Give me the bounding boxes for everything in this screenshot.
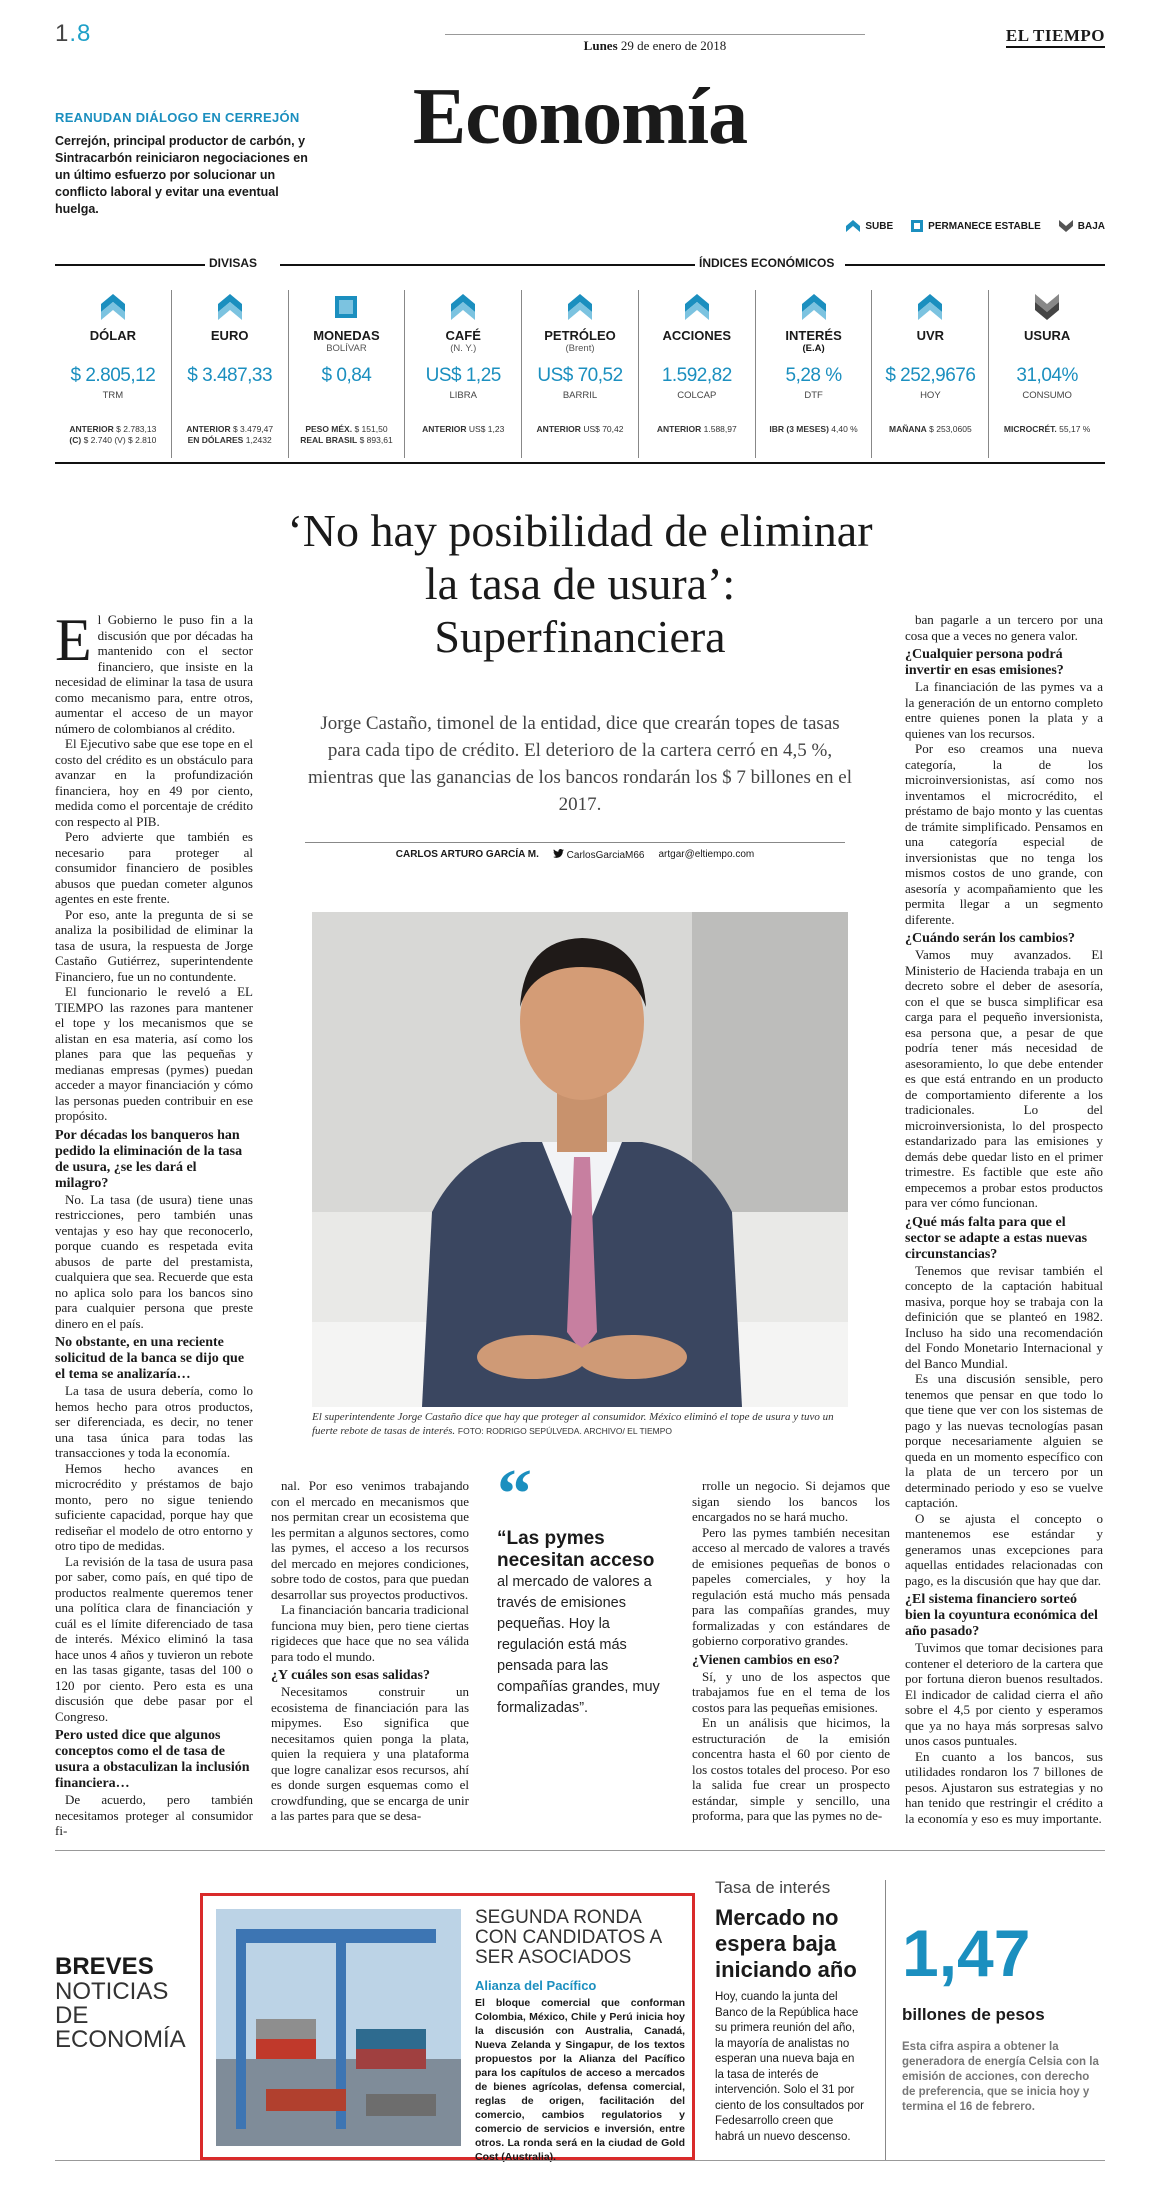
body-paragraph: Por eso creamos una nueva categoría, la de los microinversionistas, así como nos inventamos el microcrédito, el préstamo de bajo monto y las cuentas de trámite simplificado. Pensamos en una categoría especial de inversionistas que no tenga los mismos costos de uno grande, con asesoría y acompañamiento que les permita llegar a un segmento diferente. xyxy=(905,741,1103,927)
byline xyxy=(305,842,845,861)
pull-quote-lead: “Las pymes necesitan acceso xyxy=(497,1528,655,1571)
indicator-value: 31,04% xyxy=(1016,365,1078,386)
story-column-2 xyxy=(271,1478,469,1824)
body-paragraph: Pero las pymes también necesitan acceso al mercado de valores a través de emisiones pequeñas de bonos o papeles comerciales, y hoy la regulación está mucho más pensada para las compañías grandes, muy formalizadas y con estándares de gobierno corporativo grandes. xyxy=(692,1524,890,1648)
indicator-value: US$ 1,25 xyxy=(425,365,501,386)
indicator-usura xyxy=(989,290,1105,458)
indices-rule-right xyxy=(845,264,1105,266)
story-headline[interactable]: ‘No hay posibilidad de eliminar la tasa de usura’: Superfinanciera xyxy=(287,505,873,662)
breves-title: BREVES xyxy=(55,1953,154,1980)
legend-stable: PERMANECE ESTABLE xyxy=(911,220,1041,232)
body-paragraph: Vamos muy avanzados. El Ministerio de Hacienda trabaja en un decreto sobre el deber de asesoría, con el que se busca simplificar esa carga para el pequeño inversionista, esa persona que, a pesar de que podría tener más necesidad de asesoramiento, lo que debe entender es que está entrando en un producto de comportamiento diferente a los tradicionales. Lo del microinversionista, lo del prospecto estandarizado para las emisiones y demás debe quedar listo en el primer trimestre. Es factible que este año empecemos a probar estos productos para ver cómo funcionan. xyxy=(905,947,1103,1210)
interview-question: No obstante, en una reciente solicitud de la banca se dijo que el tema se analizaría… xyxy=(55,1335,245,1382)
indicator-name: PETRÓLEO xyxy=(544,328,616,343)
indicator-name: ACCIONES xyxy=(662,328,732,343)
body-paragraph: Pero advierte que también es necesario para proteger al consumidor financiero de posibles abusos que puedan cometer algunos agentes en este frente. xyxy=(55,829,253,906)
trend-icon xyxy=(55,290,171,324)
legend-down: BAJA xyxy=(1059,220,1105,232)
body-paragraph: De acuerdo, pero también necesitamos proteger al consumidor fi- xyxy=(55,1792,253,1838)
body-paragraph: Sí, y uno de los aspectos que trabajamos fue en el tema de los costos para las pequeñas emisiones. xyxy=(692,1668,890,1715)
indicator-value: $ 2.805,12 xyxy=(70,365,156,386)
body-paragraph: Por eso, ante la pregunta de si se analiza la posibilidad de eliminar la tasa de usura, la respuesta de Jorge Castaño Gutiérrez, superintendente Financiero, fue un no contundente. xyxy=(55,906,253,984)
indices-label: ÍNDICES ECONÓMICOS xyxy=(695,256,838,270)
divisas-rule-left xyxy=(55,264,205,266)
edition-date: Lunes 29 de enero de 2018 xyxy=(583,38,727,53)
trend-icon xyxy=(756,290,872,324)
indicator-petroleo xyxy=(522,290,639,458)
drop-cap: E xyxy=(55,607,92,673)
indicator-value: 5,28 % xyxy=(785,365,842,386)
trend-up-icon xyxy=(218,294,242,320)
indices-rule-left xyxy=(280,264,700,266)
interview-question: ¿El sistema financiero sorteó bien la coyuntura económica del año pasado? xyxy=(905,1592,1098,1639)
author-email[interactable]: artgar@eltiempo.com xyxy=(658,849,755,860)
big-figure: 1,47 xyxy=(902,1916,1031,1990)
trend-up-icon xyxy=(101,294,125,320)
breves-divider xyxy=(885,1880,886,2160)
trend-down-icon xyxy=(1035,294,1059,320)
brief-headline: SEGUNDA RONDA CON CANDIDATOS A SER ASOCIADOS xyxy=(475,1907,662,1968)
portrait-illustration xyxy=(312,912,848,1407)
trend-down-icon xyxy=(1059,220,1073,232)
indicator-sub xyxy=(989,343,1105,355)
trend-stable-icon xyxy=(911,220,923,232)
big-figure-text: Esta cifra aspira a obtener la generadora de energía Celsia con la emisión de acciones, con derecho de preferencia, que se inicia hoy y termina el 16 de febrero. xyxy=(902,2041,1099,2113)
brief-text: El bloque comercial que conforman Colombia, México, Chile y Perú inicia hoy la discusión con Australia, Canadá, Nueva Zelanda y Singapur, de los textos propuestos por la Alianza del Pacífico para los capítulos de acceso a mercados de bienes agrícolas, defensa comercial, reglas de origen, facilitación del comercio, cambios regulatorios y comercio de servicios e inversión, entre otros. La ronda será en la ciudad de Gold Cost (Australia). xyxy=(475,1997,685,2163)
interview-question: ¿Cualquier persona podrá invertir en esas emisiones? xyxy=(905,647,1064,678)
story-column-1 xyxy=(55,607,253,1839)
indicator-name: CAFÉ xyxy=(445,328,481,343)
body-paragraph: En un análisis que hicimos, la estructuración de la emisión concentra hasta el 60 por ciento de los costos totales del proceso. Por eso la salida fue crear un prospecto estándar, simple y sencillo, una proforma, para que las pymes no de- xyxy=(692,1715,890,1823)
indicator-previous: ANTERIOR $ 2.783,13 (C) $ 2.740 (V) $ 2.810 xyxy=(69,424,157,445)
port-containers-photo xyxy=(216,1909,461,2146)
divisas-label: DIVISAS xyxy=(205,256,261,270)
indicator-previous: ANTERIOR US$ 1,23 xyxy=(422,424,505,434)
body-paragraph: O se ajusta el concepto o mantenemos ese estándar y generamos unas excepciones para aquellas entidades relacionadas con pago, es la discusión que hay que dar. xyxy=(905,1510,1103,1588)
kicker-headline[interactable]: REANUDAN DIÁLOGO EN CERREJÓN xyxy=(55,110,300,125)
tasa-text: Hoy, cuando la junta del Banco de la República hace su primera reunión del año, la mayoría de analistas no esperan una nueva baja en la tasa de interés de intervención. Solo el 31 por ciento de los consultados por Fedesarrollo creen que habrá un nuevo descenso. xyxy=(715,1991,864,2143)
photo-caption: El superintendente Jorge Castaño dice que hay que proteger al consumidor. México eliminó el tope de usura y tuvo un fuerte rebote de tasas de interés. FOTO: RODRIGO SEPÚLVEDA. ARCHIVO/ EL TIEMPO xyxy=(312,1411,834,1437)
indicator-uvr xyxy=(872,290,989,458)
indicator-previous: ANTERIOR $ 3.479,47 EN DÓLARES 1,2432 xyxy=(186,424,274,445)
body-paragraph: La revisión de la tasa de usura pasa por saber, como país, en qué tipo de productos realmente queremos tener una política clara de financiación y cuál es el límite diferenciado de tasa de interés. México eliminó la tasa hace unos 4 años y tuvieron un rebote en las tasas gigante, tasas del 100 o 120 por ciento. Pero esta es una discusión que debe pasar por el Congreso. xyxy=(55,1553,253,1724)
pull-quote-text: al mercado de valores a través de emisiones pequeñas. Hoy la regulación está más pensada para las compañías grandes, muy formalizadas”. xyxy=(497,1574,660,1716)
date-rule xyxy=(445,34,865,35)
indicator-monedas xyxy=(289,290,406,458)
trend-icon xyxy=(522,290,638,324)
page-number: 1.8 xyxy=(55,20,92,47)
indicator-sub xyxy=(172,343,288,355)
trend-stable-icon xyxy=(335,296,357,318)
body-paragraph: La tasa de usura debería, como lo hemos hecho para otros productos, ser diferenciada, es decir, no tener una tasa única para todas las transacciones y toda la economía. xyxy=(55,1383,253,1460)
indicator-previous: IBR (3 MESES) 4,40 % xyxy=(769,424,858,434)
indicator-previous: MAÑANA $ 253,0605 xyxy=(889,424,972,434)
body-paragraph: ban pagarle a un tercero por una cosa que a veces no genera valor. xyxy=(905,612,1103,643)
newspaper-brand[interactable]: EL TIEMPO xyxy=(1006,26,1105,48)
body-paragraph: Tuvimos que tomar decisiones para contener el deterioro de la cartera que por fortuna dieron buenos resultados. El indicador de calidad cierra el año sobre el 4,5 por ciento y esperamos que ya no haya más sorpresas salvo unos casos puntuales. xyxy=(905,1640,1103,1748)
section-title: Economía xyxy=(412,73,748,161)
indicator-unit: TRM xyxy=(102,390,124,401)
superintendent-photo xyxy=(312,912,848,1407)
indicator-previous: PESO MÉX. $ 151,50 REAL BRASIL $ 893,61 xyxy=(300,424,393,445)
indicator-previous: ANTERIOR US$ 70,42 xyxy=(536,424,624,434)
trend-up-icon xyxy=(846,220,860,232)
pull-quote xyxy=(497,1456,662,1719)
indicator-name: DÓLAR xyxy=(89,328,136,343)
indicator-acciones xyxy=(639,290,756,458)
body-paragraph: No. La tasa (de usura) tiene unas restricciones, pero también unas ventajas y eso hay que reconocerlo, porque cuando es respetada evita abusos de parte del prestamista, cualquiera que sea. Recuerde que esta no aplica solo para los bancos sino para cualquier persona que preste dinero en el país. xyxy=(55,1191,253,1331)
trend-icon xyxy=(639,290,755,324)
kicker-summary: Cerrejón, principal productor de carbón, y Sintracarbón reiniciaron negociaciones en un último esfuerzo por solucionar un conflicto laboral y evitar una eventual huelga. xyxy=(55,134,308,216)
indicator-value: $ 0,84 xyxy=(321,365,372,386)
indicator-euro xyxy=(172,290,289,458)
indicator-unit: DTF xyxy=(804,390,823,401)
indicator-unit: COLCAP xyxy=(677,390,717,401)
indicator-cafe xyxy=(405,290,522,458)
trend-icon xyxy=(405,290,521,324)
body-paragraph: La financiación bancaria tradicional funciona muy bien, pero tiene ciertas rigideces que hace que no sea válida para todo el mundo. xyxy=(271,1602,469,1664)
body-paragraph: rrolle un negocio. Si dejamos que sigan siendo los bancos los encargados no se hará mucho. xyxy=(692,1478,890,1524)
indicator-previous: MICROCRÉT. 55,17 % xyxy=(1003,424,1091,434)
indicator-dolar xyxy=(55,290,172,458)
trend-up-icon xyxy=(685,294,709,320)
body-paragraph: nal. Por eso venimos trabajando con el mercado en mecanismos que nos permitan crear un ecosistema que les permitan a algunos sectores, como las pymes, el acceso a los recursos del mercado en mejores condiciones, sobre todo de costos, para que puedan desarrollar sus proyectos productivos. xyxy=(271,1478,469,1602)
indicator-value: US$ 70,52 xyxy=(537,365,623,386)
trend-up-icon xyxy=(451,294,475,320)
body-paragraph: Es una discusión sensible, pero tenemos que pensar en que todo lo que tiene que ver con los sistemas de pago y las nuevas tecnologías pasan porque necesariamente alguien se queda en un momento específico con la plata de un tercero por un determinado periodo y eso se vuelve captación. xyxy=(905,1371,1103,1510)
trend-icon xyxy=(872,290,988,324)
indicators-row xyxy=(55,290,1105,458)
interview-question: Pero usted dice que algunos conceptos como el de tasa de usura a obstaculizan la inclusión financiera… xyxy=(55,1728,250,1791)
indicator-name: EURO xyxy=(210,328,249,343)
brief-tag: Alianza del Pacífico xyxy=(475,1978,597,1993)
trend-up-icon xyxy=(802,294,826,320)
interview-question: ¿Vienen cambios en eso? xyxy=(692,1652,840,1668)
indicator-sub xyxy=(639,343,755,355)
alianza-pacifico-brief[interactable] xyxy=(200,1893,695,2163)
story-column-3 xyxy=(692,1478,890,1824)
indicators-header xyxy=(55,256,1105,272)
body-paragraph: La financiación de las pymes va a la generación de un entorno completo entre quienes ponen la plata y a quienes van los recursos. xyxy=(905,679,1103,741)
story-column-4 xyxy=(905,612,1103,1826)
indicator-value: $ 252,9676 xyxy=(885,365,976,386)
indicator-unit: HOY xyxy=(920,390,941,401)
indicator-unit: BARRIL xyxy=(562,390,598,401)
body-paragraph: Tenemos que revisar también el concepto de la captación habitual masiva, porque hoy se trabaja con la definición que se planteó en 1982. Incluso ha sido una recomendación del Fondo Monetario Internacional y del Banco Mundial. xyxy=(905,1262,1103,1371)
interview-question: ¿Y cuáles son esas salidas? xyxy=(271,1668,430,1683)
indicator-sub: (E.A) xyxy=(802,343,825,354)
indicator-sub: BOLÍVAR xyxy=(326,343,367,354)
body-paragraph: Necesitamos construir un ecosistema de financiación para las mipymes. Eso significa que necesitamos quien ponga la plata, quien la requiera y una plataforma que logre canalizar esos recursos, ahí es donde surgen esquemas como el crowdfunding, que se encarga de unir a las partes para que se desa- xyxy=(271,1684,469,1823)
story-dek: Jorge Castaño, timonel de la entidad, dice que crearán topes de tasas para cada tipo de crédito. El deterioro de la cartera cerró en 4,5 %, mientras que las ganancias de los bancos rondarán los $ 7 billones en el 2017. xyxy=(308,713,852,815)
indicator-sub xyxy=(55,343,171,355)
indicator-value: 1.592,82 xyxy=(661,365,732,386)
indicator-sub: (N. Y.) xyxy=(450,343,477,354)
port-illustration xyxy=(216,1909,461,2146)
body-paragraph: Hemos hecho avances en microcrédito y préstamos de bajo monto, pero no sigue teniendo suficiente capacidad, porque hay que rediseñar el modelo de otro entorno y otro tipo de medidas. xyxy=(55,1460,253,1553)
indicator-sub xyxy=(872,343,988,355)
indicator-unit: CONSUMO xyxy=(1022,390,1072,401)
tasa-headline[interactable]: Mercado no espera baja iniciando año xyxy=(715,1905,857,1982)
body-paragraph: El Gobierno le puso fin a la discusión que por décadas ha mantenido con el sector financiero, que insiste en la necesidad de eliminar la tasa de usura como mecanismo para, entre otros, aumentar el acceso de un mayor número de colombianos al crédito. xyxy=(55,607,253,736)
indicator-name: MONEDAS xyxy=(313,328,380,343)
trend-icon xyxy=(289,290,405,324)
trend-up-icon xyxy=(568,294,592,320)
trend-icon xyxy=(172,290,288,324)
indicator-interes xyxy=(756,290,873,458)
footer-rule xyxy=(55,2160,1105,2161)
big-figure-label: billones de pesos xyxy=(902,2005,1045,2024)
interview-question: ¿Qué más falta para que el sector se adapte a estas nuevas circunstancias? xyxy=(905,1214,1088,1262)
trend-up-icon xyxy=(918,294,942,320)
interview-question: ¿Cuándo serán los cambios? xyxy=(905,931,1075,946)
trend-icon xyxy=(989,290,1105,324)
body-paragraph: El funcionario le reveló a EL TIEMPO las razones para mantener el tope y los mecanismos que se alistan en esa materia, así como los planes para que las pequeñas y medianas empresas (pymes) puedan acceder a mayor financiación y cómo las personas pueden contribuir en ese propósito. xyxy=(55,984,253,1123)
breves-rule xyxy=(55,1850,1105,1851)
trend-legend xyxy=(846,220,1105,232)
indicators-bottom-rule xyxy=(55,462,1105,464)
body-paragraph: El Ejecutivo sabe que ese tope en el costo del crédito es un obstáculo para avanzar en la profundización financiera, hoy en 49 por ciento, medida como el porcentaje de crédito con respecto al PIB. xyxy=(55,736,253,829)
indicator-name: UVR xyxy=(916,328,945,343)
indicator-name: USURA xyxy=(1024,328,1071,343)
body-paragraph: En cuanto a los bancos, sus utilidades rondaron los 7 billones de pesos. Ajustaron sus estrategias y no han tenido que restringir el crédito a la economía y eso es muy importante. xyxy=(905,1748,1103,1826)
quote-icon: “ xyxy=(497,1456,532,1533)
twitter-icon xyxy=(553,849,564,858)
indicator-previous: ANTERIOR 1.588,97 xyxy=(656,424,737,434)
author-name: CARLOS ARTURO GARCÍA M. xyxy=(395,849,539,860)
indicator-value: $ 3.487,33 xyxy=(187,365,273,386)
tasa-kicker: Tasa de interés xyxy=(715,1878,831,1897)
breves-subtitle: NOTICIAS DE ECONOMÍA xyxy=(55,1978,186,2053)
indicator-sub: (Brent) xyxy=(565,343,595,354)
interview-question: Por décadas los banqueros han pedido la eliminación de la tasa de usura, ¿se les dará el milagro? xyxy=(55,1127,243,1191)
indicator-name: INTERÉS xyxy=(785,328,842,343)
legend-up: SUBE xyxy=(846,220,893,232)
indicator-unit: LIBRA xyxy=(449,390,477,401)
twitter-handle[interactable]: CarlosGarciaM66 xyxy=(553,849,645,861)
